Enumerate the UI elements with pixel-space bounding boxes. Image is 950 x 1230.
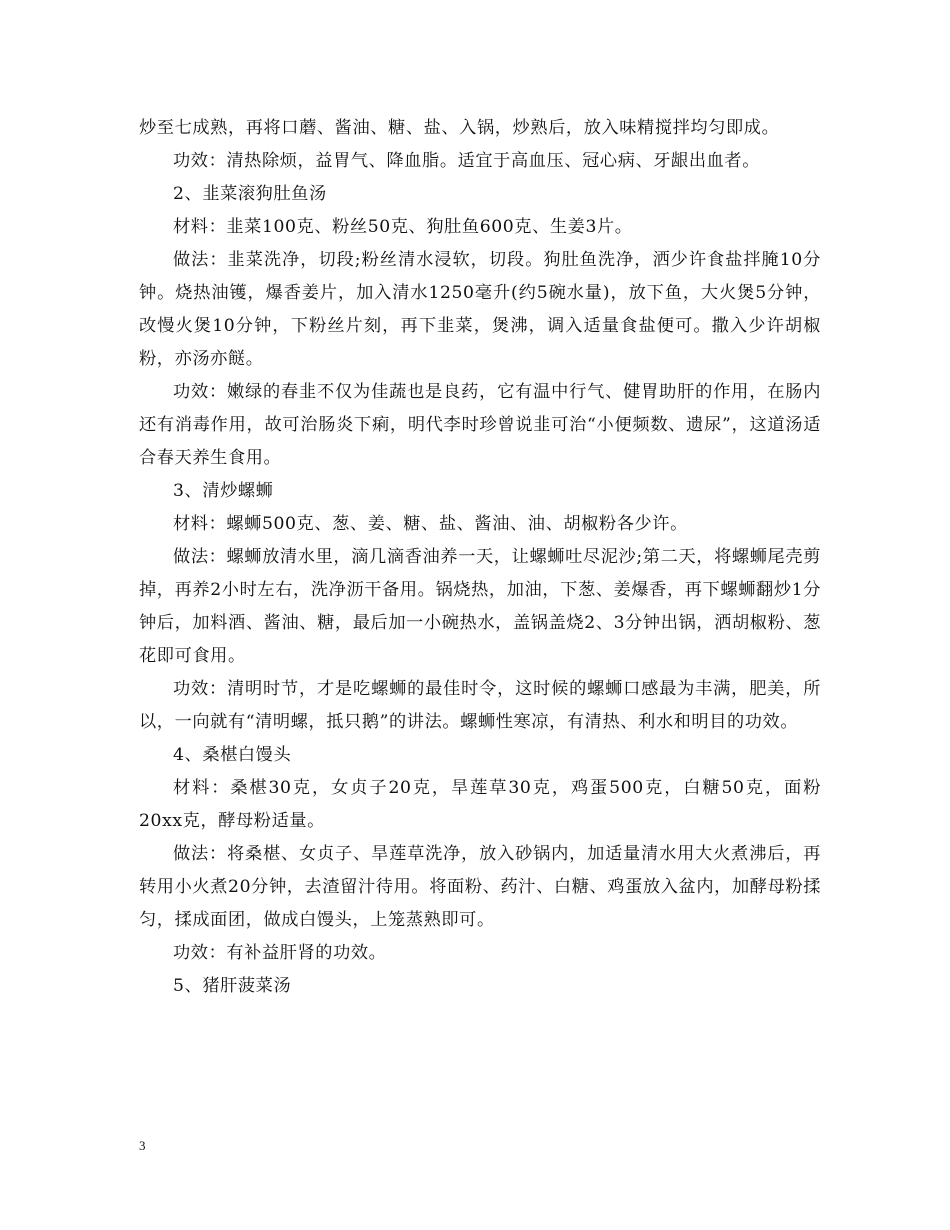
paragraph-effect-1: 功效：清热除烦，益胃气、降血脂。适宜于高血压、冠心病、牙龈出血者。 (173, 151, 760, 171)
recipe-heading-2: 2、韭菜滚狗肚鱼汤 (173, 184, 327, 204)
paragraph-continuation: 炒至七成熟，再将口蘑、酱油、糖、盐、入锅，炒熟后，放入味精搅拌均匀即成。 (139, 118, 780, 138)
paragraph-effect-2: 功效：嫩绿的春韭不仅为佳蔬也是良药，它有温中行气、健胃助肝的作用，在肠内还有消毒作用，故可治肠炎下痢，明代李时珍曾说韭可治“小便频数、遗尿”，这道汤适合春天养生食用。 (139, 382, 821, 468)
paragraph-method-2: 做法：韭菜洗净，切段;粉丝清水浸软，切段。狗肚鱼洗净，洒少许食盐拌腌10分钟。烧热油镬，爆香姜片，加入清水1250毫升(约5碗水量)，放下鱼，大火煲5分钟，改慢火煲10分钟，下粉丝片刻，再下韭菜，煲沸，调入适量食盐便可。撒入少许胡椒粉，亦汤亦餸。 (139, 250, 821, 369)
recipe-heading-5: 5、猪肝菠菜汤 (173, 976, 292, 996)
paragraph-method-3: 做法：螺蛳放清水里，滴几滴香油养一天，让螺蛳吐尽泥沙;第二天，将螺蛳尾壳剪掉，再养2小时左右，洗净沥干备用。锅烧热，加油，下葱、姜爆香，再下螺蛳翻炒1分钟后，加料酒、酱油、糖，最后加一小碗热水，盖锅盖烧2、3分钟出锅，洒胡椒粉、葱花即可食用。 (139, 547, 821, 666)
paragraph-ingredients-2: 材料：韭菜100克、粉丝50克、狗肚鱼600克、生姜3片。 (173, 217, 633, 237)
recipe-heading-4: 4、桑椹白馒头 (173, 745, 292, 765)
paragraph-ingredients-4: 材料：桑椹30克，女贞子20克，旱莲草30克，鸡蛋500克，白糖50克，面粉20xx克，酵母粉适量。 (139, 778, 821, 831)
paragraph-ingredients-3: 材料：螺蛳500克、葱、姜、糖、盐、酱油、油、胡椒粉各少许。 (173, 514, 688, 534)
paragraph-effect-4: 功效：有补益肝肾的功效。 (173, 943, 387, 963)
page-number: 3 (139, 1138, 146, 1153)
document-body (139, 112, 821, 1003)
recipe-heading-3: 3、清炒螺蛳 (173, 481, 274, 501)
paragraph-method-4: 做法：将桑椹、女贞子、旱莲草洗净，放入砂锅内，加适量清水用大火煮沸后，再转用小火煮20分钟，去渣留汁待用。将面粉、药汁、白糖、鸡蛋放入盆内，加酵母粉揉匀，揉成面团，做成白馒头，上笼蒸熟即可。 (139, 844, 821, 930)
paragraph-effect-3: 功效：清明时节，才是吃螺蛳的最佳时令，这时候的螺蛳口感最为丰满，肥美，所以，一向就有“清明螺，抵只鹅”的讲法。螺蛳性寒凉，有清热、利水和明目的功效。 (139, 679, 821, 732)
